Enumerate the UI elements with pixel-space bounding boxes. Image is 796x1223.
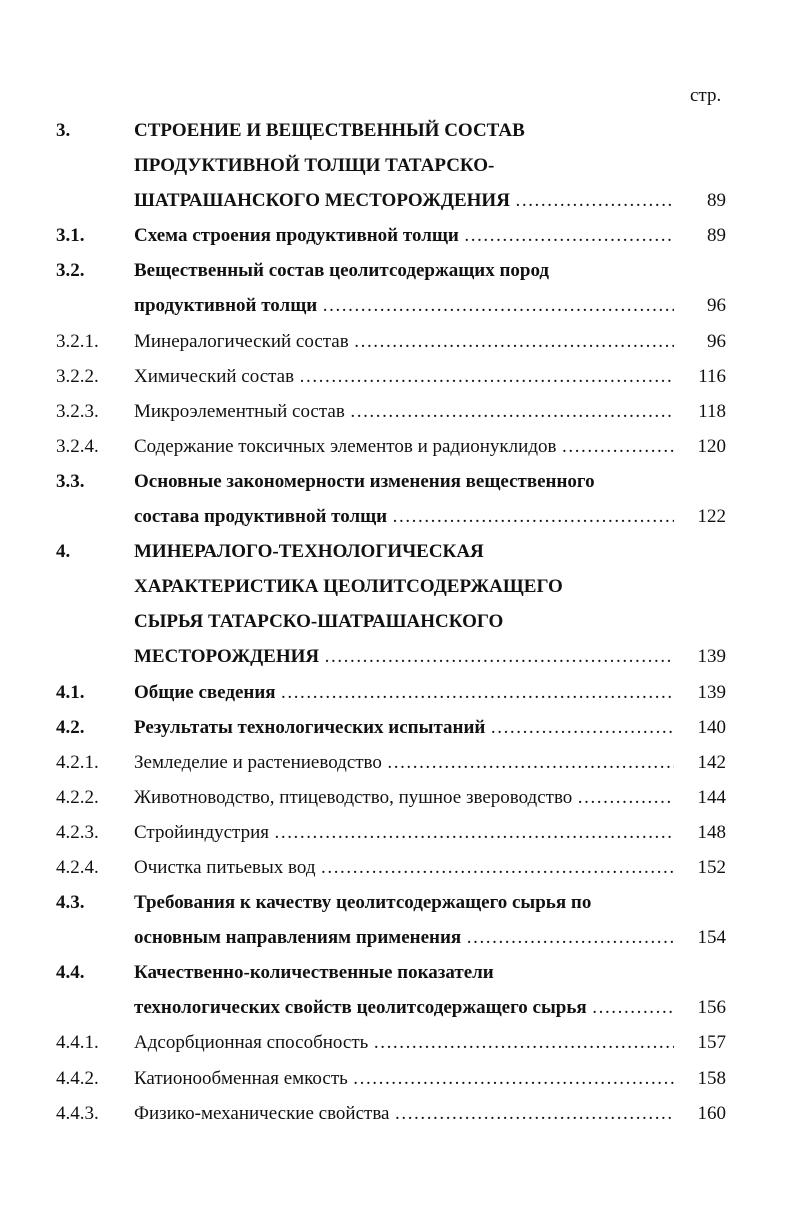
- toc-entry-page: 139: [697, 681, 726, 703]
- toc-entry-title: Адсорбционная способность ………………………………………………………………………………………………………………………………: [134, 1028, 674, 1058]
- toc-entry-number: 3.2.1.: [56, 330, 99, 352]
- toc-entry: [56, 958, 726, 993]
- toc-entry-number: 3.2.: [56, 260, 85, 282]
- toc-entry: [56, 186, 726, 221]
- toc-entry: [56, 783, 726, 818]
- toc-entry: [56, 467, 726, 502]
- toc-entry: [56, 362, 726, 397]
- toc-entry: [56, 853, 726, 888]
- toc-entry-title: Основные закономерности изменения вещественного: [134, 470, 595, 492]
- toc-entry-title: ПРОДУКТИВНОЙ ТОЛЩИ ТАТАРСКО-: [134, 155, 495, 177]
- toc-entry-title: Катионообменная емкость ………………………………………………………………………………………………………………………………: [134, 1064, 674, 1094]
- toc-entry-title: МЕСТОРОЖДЕНИЯ ………………………………………………………………………………………………………………………………: [134, 642, 674, 672]
- toc-entry: [56, 397, 726, 432]
- table-of-contents: [56, 116, 726, 1134]
- toc-entry-number: 4.4.2.: [56, 1067, 99, 1089]
- toc-entry: [56, 221, 726, 256]
- toc-entry-number: 4.4.: [56, 962, 85, 984]
- toc-entry-title: Минералогический состав ………………………………………………………………………………………………………………………………: [134, 327, 674, 357]
- toc-entry-title: Животноводство, птицеводство, пушное звероводство ………………………………………………………………………………………………………………………………: [134, 783, 674, 813]
- toc-entry-title: Химический состав ………………………………………………………………………………………………………………………………: [134, 362, 674, 392]
- toc-entry: [56, 502, 726, 537]
- toc-entry-page: 157: [697, 1032, 726, 1054]
- toc-entry: [56, 713, 726, 748]
- toc-entry-title: Стройиндустрия ………………………………………………………………………………………………………………………………: [134, 818, 674, 848]
- toc-entry-page: 118: [698, 400, 726, 422]
- toc-entry-page: 96: [707, 295, 726, 317]
- toc-entry-title: Результаты технологических испытаний ………………………………………………………………………………………………………………………………: [134, 713, 674, 743]
- toc-entry-page: 148: [697, 821, 726, 843]
- toc-entry-title: Требования к качеству цеолитсодержащего сырья по: [134, 892, 592, 914]
- toc-entry-title: Общие сведения ………………………………………………………………………………………………………………………………: [134, 678, 674, 708]
- toc-entry-number: 3.1.: [56, 225, 85, 247]
- toc-entry-number: 3.2.4.: [56, 435, 99, 457]
- toc-entry: [56, 291, 726, 326]
- toc-entry-title: технологических свойств цеолитсодержащего сырья ………………………………………………………………………………………………………………………………: [134, 993, 674, 1023]
- toc-entry: [56, 1028, 726, 1063]
- toc-entry-page: 96: [707, 330, 726, 352]
- toc-entry-number: 4.3.: [56, 892, 85, 914]
- toc-entry: [56, 607, 726, 642]
- toc-entry-number: 3.3.: [56, 470, 85, 492]
- toc-entry: [56, 327, 726, 362]
- toc-entry-number: 4.1.: [56, 681, 85, 703]
- toc-entry-number: 3.: [56, 120, 71, 141]
- toc-entry-page: 154: [697, 927, 726, 949]
- toc-entry-title: продуктивной толщи ………………………………………………………………………………………………………………………………: [134, 291, 674, 321]
- toc-entry: [56, 923, 726, 958]
- toc-entry-title: Схема строения продуктивной толщи ………………………………………………………………………………………………………………………………: [134, 221, 674, 251]
- toc-entry-page: 139: [697, 646, 726, 668]
- toc-entry: [56, 642, 726, 677]
- toc-entry-title: ШАТРАШАНСКОГО МЕСТОРОЖДЕНИЯ ………………………………………………………………………………………………………………………………: [134, 186, 674, 216]
- toc-entry-title: СТРОЕНИЕ И ВЕЩЕСТВЕННЫЙ СОСТАВ: [134, 120, 525, 141]
- toc-entry-number: 3.2.2.: [56, 365, 99, 387]
- toc-entry-number: 4.4.1.: [56, 1032, 99, 1054]
- toc-entry-page: 89: [707, 190, 726, 212]
- toc-entry-number: 4.2.3.: [56, 821, 99, 843]
- toc-entry-title: СЫРЬЯ ТАТАРСКО-ШАТРАШАНСКОГО: [134, 611, 504, 633]
- toc-entry: [56, 572, 726, 607]
- toc-entry-page: 140: [697, 716, 726, 738]
- toc-entry: [56, 256, 726, 291]
- toc-entry-number: 3.2.3.: [56, 400, 99, 422]
- toc-entry-title: Физико-механические свойства ………………………………………………………………………………………………………………………………: [134, 1099, 674, 1129]
- toc-entry: [56, 1099, 726, 1134]
- toc-entry-title: основным направлениям применения ………………………………………………………………………………………………………………………………: [134, 923, 674, 953]
- toc-entry: [56, 818, 726, 853]
- toc-entry-page: 142: [697, 751, 726, 773]
- toc-entry-title: Земледелие и растениеводство ………………………………………………………………………………………………………………………………: [134, 748, 674, 778]
- toc-entry: [56, 748, 726, 783]
- toc-entry-page: 144: [697, 786, 726, 808]
- toc-entry-title: Содержание токсичных элементов и радионуклидов ………………………………………………………………………………………………………………………………: [134, 432, 674, 462]
- toc-entry-title: МИНЕРАЛОГО-ТЕХНОЛОГИЧЕСКАЯ: [134, 541, 484, 563]
- toc-entry-title: Микроэлементный состав ………………………………………………………………………………………………………………………………: [134, 397, 674, 427]
- toc-entry-number: 4.2.2.: [56, 786, 99, 808]
- toc-entry-page: 120: [697, 435, 726, 457]
- toc-entry: [56, 1064, 726, 1099]
- toc-entry-page: 156: [697, 997, 726, 1019]
- toc-entry-title: Очистка питьевых вод ………………………………………………………………………………………………………………………………: [134, 853, 674, 883]
- toc-entry-number: 4.4.3.: [56, 1102, 99, 1124]
- page-column-label: стр.: [690, 85, 722, 106]
- toc-entry-page: 122: [697, 506, 726, 528]
- toc-entry-page: 116: [698, 365, 726, 387]
- toc-entry-page: 158: [697, 1067, 726, 1089]
- toc-entry: [56, 993, 726, 1028]
- toc-entry: [56, 432, 726, 467]
- toc-entry: [56, 678, 726, 713]
- toc-entry-title: состава продуктивной толщи ………………………………………………………………………………………………………………………………: [134, 502, 674, 532]
- toc-entry-page: 89: [707, 225, 726, 247]
- toc-entry: [56, 151, 726, 186]
- toc-entry-page: 160: [697, 1102, 726, 1124]
- toc-entry-number: 4.2.1.: [56, 751, 99, 773]
- toc-entry-number: 4.2.4.: [56, 856, 99, 878]
- toc-entry: [56, 537, 726, 572]
- toc-entry: [56, 888, 726, 923]
- toc-entry-title: Качественно-количественные показатели: [134, 962, 494, 984]
- toc-entry: [56, 116, 726, 151]
- toc-entry-title: ХАРАКТЕРИСТИКА ЦЕОЛИТСОДЕРЖАЩЕГО: [134, 576, 563, 598]
- toc-entry-title: Вещественный состав цеолитсодержащих пород: [134, 260, 550, 282]
- toc-entry-number: 4.2.: [56, 716, 85, 738]
- toc-entry-number: 4.: [56, 541, 71, 563]
- toc-entry-page: 152: [697, 856, 726, 878]
